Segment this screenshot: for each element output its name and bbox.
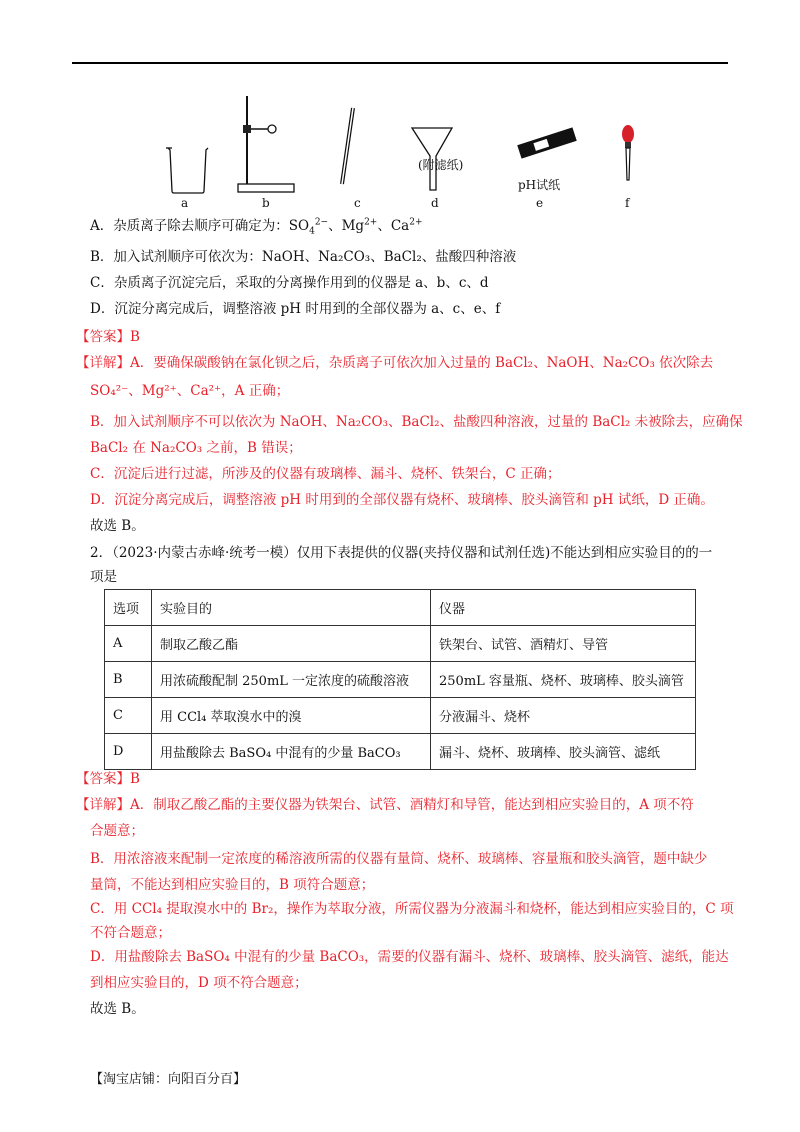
beaker-drawing xyxy=(166,148,208,193)
table-cell: 漏斗、烧杯、玻璃棒、胶头滴管、滤纸 xyxy=(431,734,696,770)
table-cell: D xyxy=(105,734,152,770)
q1-detail-line-4: BaCl₂ 在 Na₂CO₃ 之前，B 错误； xyxy=(90,440,302,456)
iron-stand-drawing xyxy=(238,96,294,192)
table-row xyxy=(105,698,696,734)
q1-option-a: A．杂质离子除去顺序可确定为：$SO_4^{2-}$、$Mg^{2+}$、$Ca^{2+}$ xyxy=(90,217,423,237)
filter-paper-note: (附滤纸) xyxy=(418,158,464,172)
q1-detail-line-1: 【详解】A．要确保碳酸钠在氯化钡之后，杂质离子可依次加入过量的 BaCl₂、NaOH、Na₂CO₃ 依次除去 xyxy=(76,355,714,371)
q2-detail-line-6: 不符合题意； xyxy=(90,925,171,941)
q1-option-d: D．沉淀分离完成后，调整溶液 pH 时用到的全部仪器为 a、c、e、f xyxy=(90,301,501,317)
q2-stem-line-2: 项是 xyxy=(90,569,117,585)
q2-stem-line-1: 2．（2023·内蒙古赤峰·统考一模）仅用下表提供的仪器(夹持仪器和试剂任选)不能达到相应实验目的的一 xyxy=(90,545,713,561)
table-cell: 用浓硫酸配制 250mL 一定浓度的硫酸溶液 xyxy=(152,662,431,698)
q2-table xyxy=(104,589,696,770)
q2-detail-line-8: 到相应实验目的，D 项不符合题意； xyxy=(90,975,308,991)
table-header: 选项 xyxy=(105,590,152,626)
header-rule xyxy=(72,62,728,64)
q1-detail-line-2: SO₄²⁻、Mg²⁺、Ca²⁺，A 正确； xyxy=(90,383,290,399)
table-header: 实验目的 xyxy=(152,590,431,626)
q2-detail-line-7: D．用盐酸除去 BaSO₄ 中混有的少量 BaCO₃，需要的仪器有漏斗、烧杯、玻璃棒、胶头滴管、滤纸，能达 xyxy=(90,949,729,965)
q1-option-b: B．加入试剂顺序可依次为：NaOH、Na₂CO₃、BaCl₂、盐酸四种溶液 xyxy=(90,249,517,265)
apparatus-figure xyxy=(150,92,670,212)
ph-paper-note: pH试纸 xyxy=(518,178,561,192)
apparatus-label-c: c xyxy=(354,196,361,210)
q1-detail-line-3: B．加入试剂顺序不可以依次为 NaOH、Na₂CO₃、BaCl₂、盐酸四种溶液，过量的 BaCl₂ 未被除去，应确保 xyxy=(90,414,743,430)
table-cell: 250mL 容量瓶、烧杯、玻璃棒、胶头滴管 xyxy=(431,662,696,698)
q2-conclusion: 故选 B。 xyxy=(90,1001,145,1017)
table-cell: A xyxy=(105,626,152,662)
glass-rod-drawing xyxy=(342,108,353,184)
q2-detail-line-4: 量筒，不能达到相应实验目的，B 项符合题意； xyxy=(90,877,375,893)
table-row xyxy=(105,626,696,662)
q1-detail-line-5: C．沉淀后进行过滤，所涉及的仪器有玻璃棒、漏斗、烧杯、铁架台，C 正确； xyxy=(90,466,561,482)
table-cell: 制取乙酸乙酯 xyxy=(152,626,431,662)
table-cell: 铁架台、试管、酒精灯、导管 xyxy=(431,626,696,662)
q1-answer: 【答案】B xyxy=(76,329,140,345)
apparatus-label-a: a xyxy=(181,196,189,210)
q2-answer: 【答案】B xyxy=(76,771,140,787)
table-cell: 分液漏斗、烧杯 xyxy=(431,698,696,734)
apparatus-label-f: f xyxy=(625,196,630,210)
table-cell: C xyxy=(105,698,152,734)
table-header: 仪器 xyxy=(431,590,696,626)
q2-detail-line-2: 合题意； xyxy=(90,823,144,839)
footer-shop-note: 【淘宝店铺：向阳百分百】 xyxy=(90,1072,247,1087)
apparatus-label-e: e xyxy=(536,196,544,210)
table-cell: B xyxy=(105,662,152,698)
table-header-row xyxy=(105,590,696,626)
q2-detail-line-5: C．用 CCl₄ 提取溴水中的 Br₂，操作为萃取分液，所需仪器为分液漏斗和烧杯，能达到相应实验目的，C 项 xyxy=(90,901,734,917)
table-cell: 用盐酸除去 BaSO₄ 中混有的少量 BaCO₃ xyxy=(152,734,431,770)
q1-option-c: C．杂质离子沉淀完后，采取的分离操作用到的仪器是 a、b、c、d xyxy=(90,275,489,291)
q1-conclusion: 故选 B。 xyxy=(90,518,145,534)
q1-detail-line-6: D．沉淀分离完成后，调整溶液 pH 时用到的全部仪器有烧杯、玻璃棒、胶头滴管和 pH 试纸，D 正确。 xyxy=(90,492,714,508)
ph-paper-drawing xyxy=(517,127,576,158)
dropper-drawing xyxy=(622,125,634,180)
q2-detail-line-3: B．用浓溶液来配制一定浓度的稀溶液所需的仪器有量筒、烧杯、玻璃棒、容量瓶和胶头滴管，题中缺少 xyxy=(90,851,708,867)
table-row xyxy=(105,734,696,770)
apparatus-label-d: d xyxy=(431,196,439,210)
table-row xyxy=(105,662,696,698)
q2-detail-line-1: 【详解】A．制取乙酸乙酯的主要仪器为铁架台、试管、酒精灯和导管，能达到相应实验目的，A 项不符 xyxy=(76,797,694,813)
table-cell: 用 CCl₄ 萃取溴水中的溴 xyxy=(152,698,431,734)
apparatus-label-b: b xyxy=(262,196,270,210)
